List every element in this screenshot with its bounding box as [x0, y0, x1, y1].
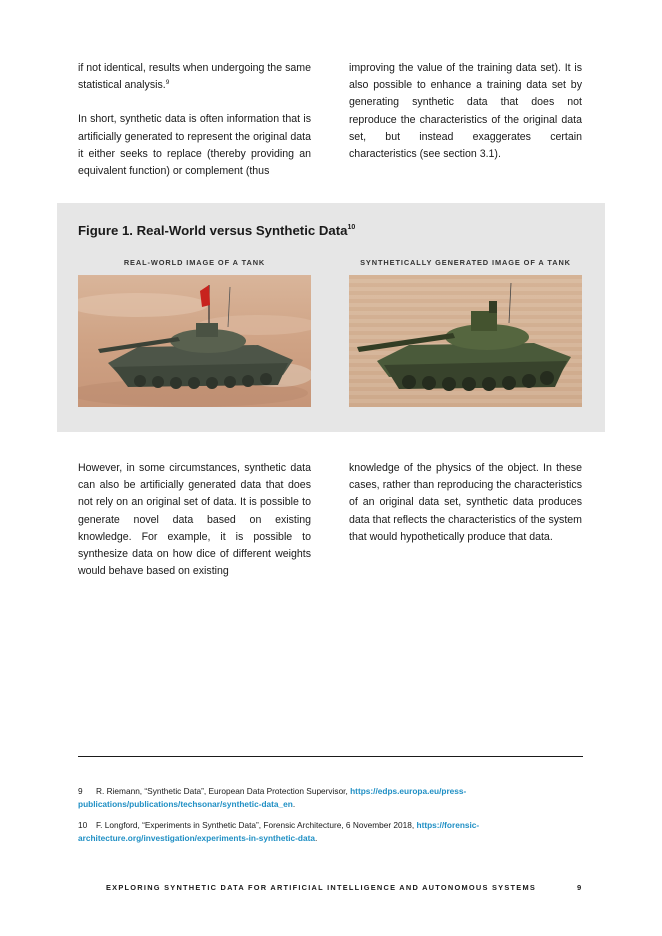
body-column-right-bottom [349, 460, 582, 546]
footnote-10: 10 F. Longford, “Experiments in Synthetic Data”, Forensic Architecture, 6 November 2018, https://forensic-architecture.org/investigation/experiments-in-synthetic-data. [78, 820, 480, 843]
figure-title: Figure 1. Real-World versus Synthetic Data$^{10}$ [78, 223, 356, 238]
body-column-left-bottom [78, 460, 311, 580]
synthetic-image-caption: SYNTHETICALLY GENERATED IMAGE OF A TANK [360, 258, 571, 267]
footnote-divider [78, 756, 583, 757]
paragraph: However, in some circumstances, synthetic data can also be artificially generated data that does not rely on an original set of data. It is possible to generate novel data based on existing knowledge. For example, it is possible to synthesize data on how dice of different weights would behave based on existing [78, 462, 311, 578]
footnote-link[interactable]: https://forensic-architecture.org/investigation/experiments-in-synthetic-data [78, 820, 480, 843]
footnote-number: 9 [78, 786, 83, 796]
page-number: 9 [577, 883, 582, 892]
real-image-caption: REAL-WORLD IMAGE OF A TANK [123, 258, 266, 267]
synthetic-tank-image [349, 275, 582, 407]
footnote-9: 9 R. Riemann, “Synthetic Data”, European Data Protection Supervisor, https://edps.europa.eu/press-publications/publications/techsonar/synthetic-data_en. [78, 786, 467, 809]
body-column-right-top [349, 60, 582, 163]
running-title: EXPLORING SYNTHETIC DATA FOR ARTIFICIAL INTELLIGENCE AND AUTONOMOUS SYSTEMS [106, 883, 537, 892]
real-world-tank-image [78, 275, 311, 407]
footnote-text: F. Longford, “Experiments in Synthetic Data”, Forensic Architecture, 6 November 2018, [96, 820, 417, 830]
footnote-number: 10 [78, 820, 88, 830]
figure-1 [57, 203, 605, 432]
paragraph: knowledge of the physics of the object. In these cases, rather than reproducing the characteristics of an original data set, synthetic data produces data that reflects the characteristics of the system that would hypothetically produce that data. [349, 462, 582, 543]
footnote-link[interactable]: https://edps.europa.eu/press-publications/publications/techsonar/synthetic-data_en [78, 786, 467, 809]
paragraph: In short, synthetic data is often information that is artificially generated to represent the original data it either seeks to replace (thereby providing an equivalent function) or complement (thus [78, 113, 311, 178]
footnote-ref-10[interactable]: 10 [347, 224, 356, 231]
footnote-text: R. Riemann, “Synthetic Data”, European Data Protection Supervisor, [96, 786, 351, 796]
paragraph: improving the value of the training data set). It is also possible to enhance a training data set by generating synthetic data that does not reproduce the characteristics of the original data set, but instead exaggerates certain characteristics (see section 3.1). [349, 62, 582, 161]
paragraph: if not identical, results when undergoing the same statistical analysis.$^9$ [78, 62, 311, 92]
footnote-ref-9[interactable]: 9 [165, 79, 170, 87]
body-column-left-top [78, 60, 311, 180]
